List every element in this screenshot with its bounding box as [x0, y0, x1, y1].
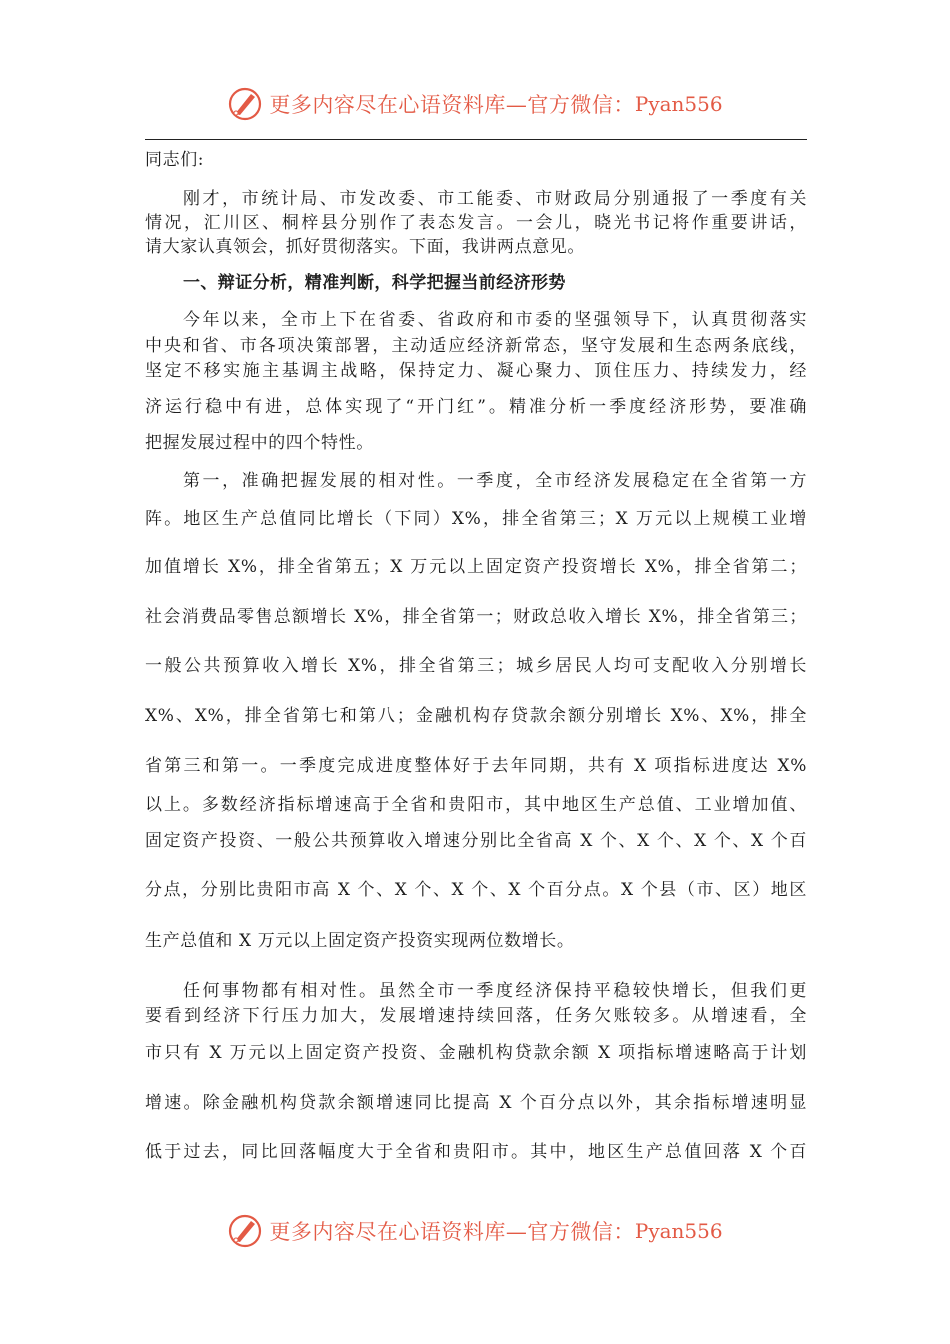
text-line: X%、X%，排全省第七和第八；金融机构存贷款余额分别增长 X%、X%，排全 [145, 706, 807, 726]
banner-text: 更多内容尽在心语资料库—官方微信： [269, 1220, 635, 1244]
text-line: 以上。多数经济指标增速高于全省和贵阳市，其中地区生产总值、工业增加值、 [145, 795, 807, 815]
text-line: 请大家认真领会，抓好贯彻落实。下面，我讲两点意见。 [145, 237, 585, 257]
banner-handle: Pyan556 [634, 1219, 723, 1243]
text-line: 济运行稳中有进，总体实现了“开门红”。精准分析一季度经济形势，要准确 [145, 397, 807, 417]
text-line: 中央和省、市各项决策部署，主动适应经济新常态，坚守发展和生态两条底线， [145, 336, 807, 356]
banner-text: 更多内容尽在心语资料库—官方微信： [269, 93, 635, 117]
text-line: 一般公共预算收入增长 X%，排全省第三；城乡居民人均可支配收入分别增长 [145, 656, 807, 676]
header-divider [145, 139, 807, 140]
text-line: 分点，分别比贵阳市高 X 个、X 个、X 个、X 个百分点。X 个县（市、区）地区 [145, 880, 807, 900]
text-line: 社会消费品零售总额增长 X%，排全省第一；财政总收入增长 X%，排全省第三； [145, 607, 807, 627]
text-line: 坚定不移实施主基调主战略，保持定力、凝心聚力、顶住压力、持续发力，经 [145, 361, 807, 381]
quill-pen-icon [227, 86, 263, 122]
text-line: 加值增长 X%，排全省第五；X 万元以上固定资产投资增长 X%，排全省第二； [145, 557, 807, 577]
text-line: 任何事物都有相对性。虽然全市一季度经济保持平稳较快增长，但我们更 [183, 981, 807, 1001]
section-heading: 一、辩证分析，精准判断，科学把握当前经济形势 [183, 273, 566, 293]
text-line: 生产总值和 X 万元以上固定资产投资实现两位数增长。 [145, 931, 575, 951]
salutation: 同志们: [145, 150, 205, 170]
text-line: 今年以来，全市上下在省委、省政府和市委的坚强领导下，认真贯彻落实 [183, 310, 807, 330]
text-line: 刚才，市统计局、市发改委、市工能委、市财政局分别通报了一季度有关 [183, 189, 807, 209]
text-line: 省第三和第一。一季度完成进度整体好于去年同期，共有 X 项指标进度达 X% [145, 756, 807, 776]
text-line: 阵。地区生产总值同比增长（下同）X%，排全省第三；X 万元以上规模工业增 [145, 509, 807, 529]
header-banner [0, 84, 950, 124]
text-line: 市只有 X 万元以上固定资产投资、金融机构贷款余额 X 项指标增速略高于计划 [145, 1043, 807, 1063]
text-line: 要看到经济下行压力加大，发展增速持续回落，任务欠账较多。从增速看，全 [145, 1006, 807, 1026]
quill-pen-icon [227, 1213, 263, 1249]
text-line: 增速。除金融机构贷款余额增速同比提高 X 个百分点以外，其余指标增速明显 [145, 1093, 807, 1113]
text-line: 情况，汇川区、桐梓县分别作了表态发言。一会儿，晓光书记将作重要讲话， [145, 213, 807, 233]
text-line: 低于过去，同比回落幅度大于全省和贵阳市。其中，地区生产总值回落 X 个百 [145, 1142, 807, 1162]
footer-banner [0, 1211, 950, 1251]
text-line: 把握发展过程中的四个特性。 [145, 433, 374, 453]
banner-handle: Pyan556 [634, 92, 723, 116]
text-line: 固定资产投资、一般公共预算收入增速分别比全省高 X 个、X 个、X 个、X 个百 [145, 831, 807, 851]
text-line: 第一，准确把握发展的相对性。一季度，全市经济发展稳定在全省第一方 [183, 471, 807, 491]
